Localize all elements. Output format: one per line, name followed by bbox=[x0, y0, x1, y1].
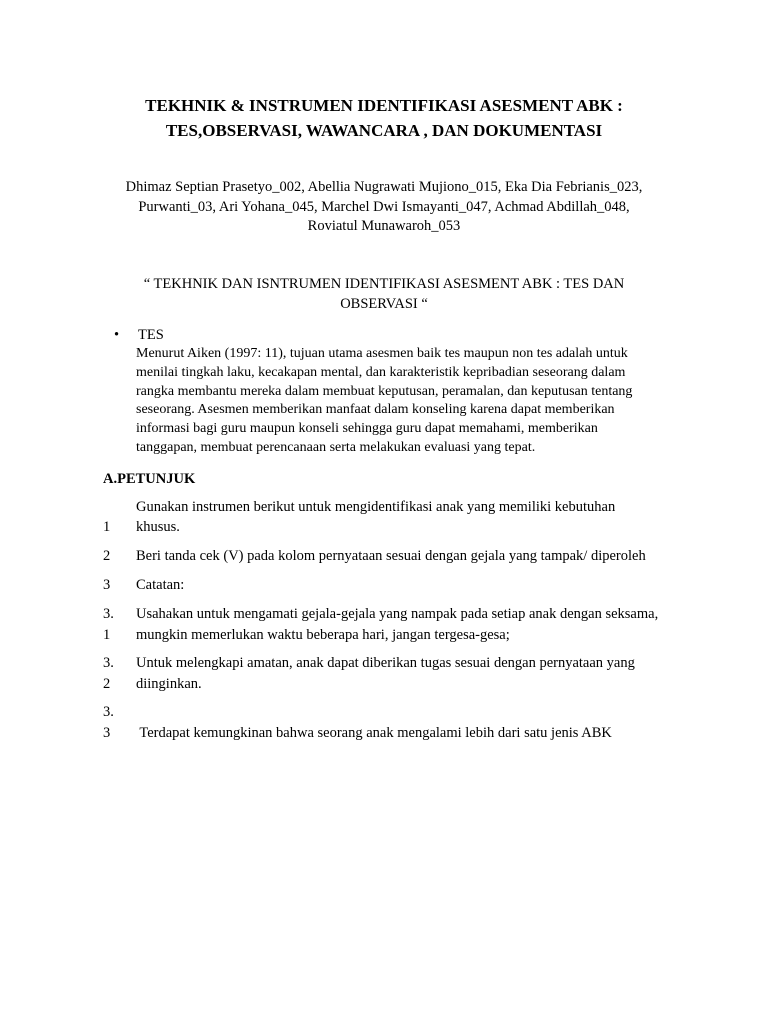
list-item-number-cont: 2 bbox=[103, 676, 111, 692]
list-item-number: 3. bbox=[103, 704, 114, 720]
list-item-number: 2 bbox=[103, 548, 111, 564]
paragraph-line: menilai tingkah laku, kecakapan mental, dan karakteristik kepribadian seseorang dalam bbox=[136, 364, 626, 380]
paragraph-line: informasi bagi guru maupun konseli sehingga guru dapat memahami, memberikan bbox=[136, 421, 598, 437]
list-item-text: Terdapat kemungkinan bahwa seorang anak mengalami lebih dari satu jenis ABK bbox=[136, 725, 612, 741]
list-item-number: 3. bbox=[103, 655, 114, 671]
paragraph-line: Menurut Aiken (1997: 11), tujuan utama asesmen baik tes maupun non tes adalah untuk bbox=[136, 346, 628, 361]
title-line-2: TES,OBSERVASI, WAWANCARA , DAN DOKUMENTASI bbox=[165, 121, 603, 140]
bullet-item-tes bbox=[114, 326, 164, 345]
paragraph-line: tanggapan, membuat perencanaan serta melakukan evaluasi yang tepat. bbox=[136, 439, 536, 455]
list-item-text: Gunakan instrumen berikut untuk mengidentifikasi anak yang memiliki kebutuhan bbox=[136, 499, 616, 515]
title-line-1: TEKHNIK & INSTRUMEN IDENTIFIKASI ASESMENT ABK : bbox=[145, 96, 623, 115]
bullet-label: TES bbox=[138, 327, 164, 343]
author-list bbox=[0, 178, 768, 237]
list-item-number-cont: 3 bbox=[103, 725, 111, 741]
paragraph-line: seseorang. Asesmen memberikan manfaat dalam konseling karena dapat memberikan bbox=[136, 402, 615, 418]
paragraph-line: rangka membantu mereka dalam membuat keputusan, peramalan, dan keputusan tentang bbox=[136, 383, 633, 399]
list-item-text: Catatan: bbox=[136, 577, 185, 593]
section-subtitle bbox=[0, 275, 768, 314]
list-item-text: Untuk melengkapi amatan, anak dapat diberikan tugas sesuai dengan pernyataan yang bbox=[136, 655, 635, 671]
author-line-2: Purwanti_03, Ari Yohana_045, Marchel Dwi Ismayanti_047, Achmad Abdillah_048, bbox=[138, 198, 630, 215]
list-item-text-cont: khusus. bbox=[136, 519, 180, 535]
document-title bbox=[0, 93, 768, 143]
bullet-marker: • bbox=[114, 327, 120, 343]
list-item-text: Beri tanda cek (V) pada kolom pernyataan sesuai dengan gejala yang tampak/ diperoleh bbox=[136, 548, 646, 564]
author-line-1: Dhimaz Septian Prasetyo_002, Abellia Nugrawati Mujiono_015, Eka Dia Febrianis_023, bbox=[125, 179, 643, 195]
list-item-number: 1 bbox=[103, 519, 111, 535]
author-line-3: Roviatul Munawaroh_053 bbox=[307, 218, 461, 234]
list-item-number: 3. bbox=[103, 606, 114, 622]
list-item-number: 3 bbox=[103, 577, 111, 593]
subtitle-line-1: “ TEKHNIK DAN ISNTRUMEN IDENTIFIKASI ASESMENT ABK : TES DAN bbox=[143, 276, 625, 292]
list-item-text: Usahakan untuk mengamati gejala-gejala yang nampak pada setiap anak dengan seksama, bbox=[136, 606, 659, 622]
subtitle-line-2: OBSERVASI “ bbox=[340, 295, 428, 312]
list-item-text-cont: diinginkan. bbox=[136, 676, 202, 692]
section-heading: A.PETUNJUK bbox=[103, 471, 196, 487]
tes-paragraph bbox=[136, 345, 696, 458]
list-item-number-cont: 1 bbox=[103, 627, 111, 643]
list-item-text-cont: mungkin memerlukan waktu beberapa hari, jangan tergesa-gesa; bbox=[136, 627, 510, 643]
